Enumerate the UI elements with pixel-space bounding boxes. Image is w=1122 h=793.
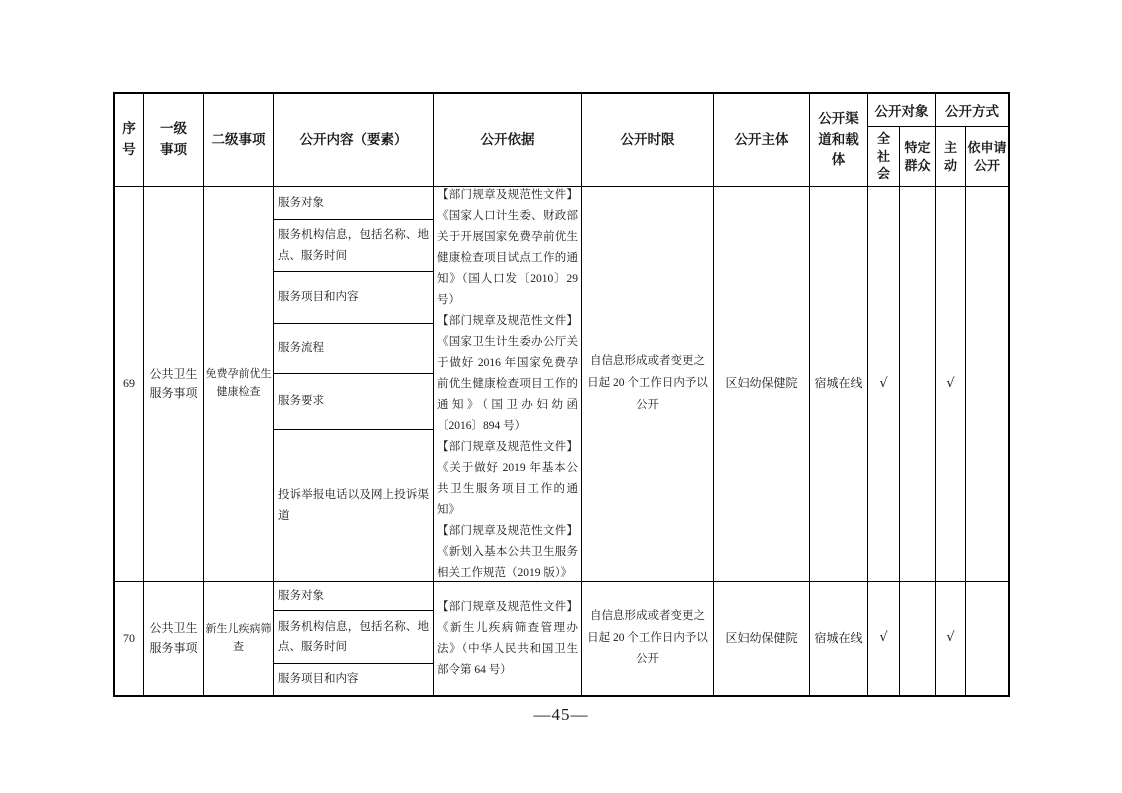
cell-disclosure-time-limit: 自信息形成或者变更之日起 20 个工作日内予以公开 [582,582,714,695]
header-target-specific-groups: 特定群众 [900,127,936,186]
table-row-69 [115,187,1008,582]
cell-disclosure-basis [434,187,582,581]
table-row-70 [115,582,1008,695]
check-target-specific-groups [900,582,936,695]
content-item: 服务项目和内容 [278,673,359,686]
header-disclosure-method: 公开方式 [936,94,1008,127]
cell-level1-item: 公共卫生服务事项 [144,582,204,695]
header-disclosure-content: 公开内容（要素） [274,94,434,186]
check-target-specific-groups [900,187,936,581]
cell-serial-number: 69 [115,187,144,581]
basis-document: 【部门规章及规范性文件】《新划入基本公共卫生服务相关工作规范（2019 版）》 [437,524,578,579]
content-item: 服务流程 [274,324,433,374]
header-disclosure-time-limit: 公开时限 [582,94,714,186]
check-method-active: √ [936,582,966,695]
page-number: —45— [533,705,589,724]
header-method-active: 主动 [936,127,966,186]
content-item: 服务项目和内容 [274,272,433,324]
check-method-active: √ [936,187,966,581]
header-disclosure-channel: 公开渠道和载体 [810,94,868,186]
basis-document: 【部门规章及规范性文件】《国家卫生计生委办公厅关于做好 2016 年国家免费孕前优生健康检查项目工作的通知》（国卫办妇幼函〔2016〕894 号） [437,314,578,432]
disclosure-catalog-table [113,92,1010,697]
header-target-all-society: 全社会 [868,127,900,186]
content-item: 服务对象 [274,582,433,611]
table-header-row [115,94,1008,187]
header-group-disclosure-target [868,94,936,186]
content-item: 服务机构信息，包括名称、地点、服务时间 [274,220,433,272]
cell-disclosure-channel: 宿城在线 [810,582,868,695]
cell-disclosure-basis [434,582,582,695]
basis-document: 【部门规章及规范性文件】《新生儿疾病筛查管理办法》（中华人民共和国卫生部令第 64 号） [437,600,578,676]
cell-disclosure-content-list [274,187,434,581]
header-disclosure-target: 公开对象 [868,94,936,127]
check-method-upon-request [966,582,1008,695]
header-disclosure-subject: 公开主体 [714,94,810,186]
header-disclosure-basis: 公开依据 [434,94,582,186]
basis-document: 【部门规章及规范性文件】《关于做好 2019 年基本公共卫生服务项目工作的通知》 [437,440,578,516]
cell-disclosure-content-list [274,582,434,695]
cell-level1-item: 公共卫生服务事项 [144,187,204,581]
header-group-disclosure-method [936,94,1008,186]
check-target-all-society: √ [868,582,900,695]
content-item: 服务要求 [274,374,433,430]
header-level1-item: 一级事项 [144,94,204,186]
header-serial-number: 序号 [115,94,144,186]
content-item: 投诉举报电话以及网上投诉渠道 [278,489,429,522]
content-item: 服务对象 [274,187,433,220]
cell-disclosure-channel: 宿城在线 [810,187,868,581]
cell-level2-item: 免费孕前优生健康检查 [204,187,274,581]
check-method-upon-request [966,187,1008,581]
header-level2-item: 二级事项 [204,94,274,186]
cell-disclosure-subject: 区妇幼保健院 [714,582,810,695]
cell-disclosure-time-limit: 自信息形成或者变更之日起 20 个工作日内予以公开 [582,187,714,581]
content-item: 服务机构信息，包括名称、地点、服务时间 [274,611,433,664]
cell-disclosure-subject: 区妇幼保健院 [714,187,810,581]
basis-document: 【部门规章及规范性文件】《国家人口计生委、财政部关于开展国家免费孕前优生健康检查项目试点工作的通知》（国人口发〔2010〕29 号） [437,188,578,306]
cell-level2-item: 新生儿疾病筛查 [204,582,274,695]
header-method-upon-request: 依申请公开 [967,139,1007,173]
check-target-all-society: √ [868,187,900,581]
cell-serial-number: 70 [115,582,144,695]
